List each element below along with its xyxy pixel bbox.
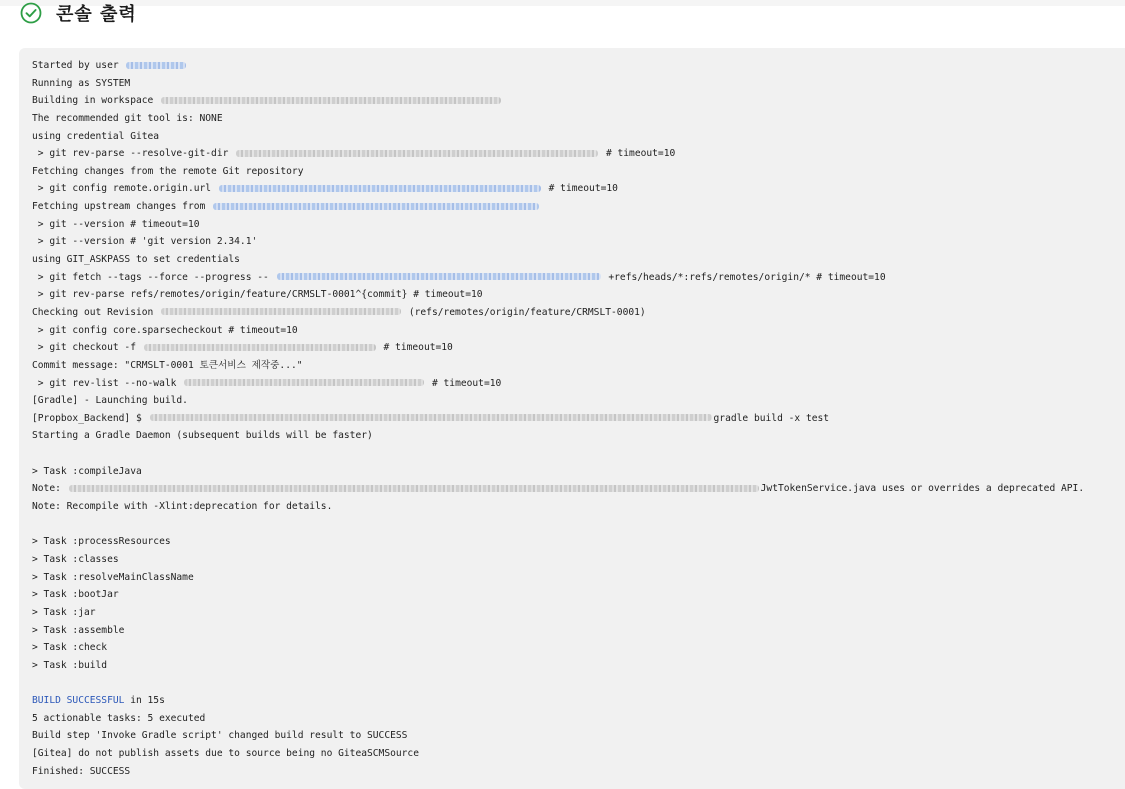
console-text: Fetching changes from the remote Git repository [32, 165, 304, 177]
console-line [32, 657, 1125, 675]
console-line [32, 339, 1125, 357]
console-text: > git rev-list --no-walk [32, 377, 183, 389]
console-line [32, 463, 1125, 481]
console-text: Note: [32, 483, 67, 495]
redacted-value [69, 485, 759, 492]
console-text: JwtTokenService.java uses or overrides a deprecated API. [760, 483, 1085, 495]
console-text: > git rev-parse refs/remotes/origin/feature/CRMSLT-0001^{commit} # timeout=10 [32, 289, 483, 301]
check-circle-icon [20, 2, 42, 24]
console-line [32, 75, 1125, 93]
console-text: [Gradle] - Launching build. [32, 395, 188, 407]
console-text: [Gitea] do not publish assets due to source being no GiteaSCMSource [32, 747, 419, 759]
redacted-value [161, 308, 401, 315]
console-text: The recommended git tool is: NONE [32, 112, 223, 124]
console-line [32, 569, 1125, 587]
page-header [20, 0, 137, 26]
console-line [32, 533, 1125, 551]
console-text: gradle build -x test [713, 412, 830, 424]
console-line [32, 763, 1125, 781]
console-text: > Task :resolveMainClassName [32, 571, 194, 583]
console-line [32, 92, 1125, 110]
console-text: > Task :compileJava [32, 465, 142, 477]
console-line [32, 216, 1125, 234]
redacted-value [219, 185, 541, 192]
console-line [32, 251, 1125, 269]
console-text: 5 actionable tasks: 5 executed [32, 712, 206, 724]
console-text: > git --version # timeout=10 [32, 218, 200, 230]
redacted-value [184, 379, 424, 386]
console-line [32, 727, 1125, 745]
console-text: Checking out Revision [32, 306, 160, 318]
console-text: > Task :assemble [32, 624, 125, 636]
console-line [32, 445, 1125, 463]
console-line [32, 586, 1125, 604]
console-line [32, 604, 1125, 622]
redacted-value [150, 414, 712, 421]
console-line [32, 427, 1125, 445]
console-line [32, 304, 1125, 322]
redacted-value [144, 344, 376, 351]
console-text: > git --version # 'git version 2.34.1' [32, 236, 258, 248]
console-text: Note: Recompile with -Xlint:deprecation for details. [32, 501, 333, 513]
console-text: Finished: SUCCESS [32, 765, 131, 777]
redacted-value [161, 97, 501, 104]
console-line [32, 198, 1125, 216]
redacted-value [277, 273, 601, 280]
console-text: using GIT_ASKPASS to set credentials [32, 254, 240, 266]
console-text: > Task :processResources [32, 536, 171, 548]
console-text: > git config core.sparsecheckout # timeout=10 [32, 324, 298, 336]
console-text: > git rev-parse --resolve-git-dir [32, 148, 235, 160]
console-line [32, 410, 1125, 428]
console-text: Starting a Gradle Daemon (subsequent builds will be faster) [32, 430, 373, 442]
console-text: Fetching upstream changes from [32, 201, 212, 213]
console-line [32, 286, 1125, 304]
console-text: Commit message: "CRMSLT-0001 토큰서비스 제작중..." [32, 359, 303, 371]
console-text: > Task :jar [32, 606, 96, 618]
console-line [32, 233, 1125, 251]
top-bar [0, 0, 1125, 6]
page-title: 콘솔 출력 [56, 4, 137, 25]
console-text: in 15s [124, 695, 165, 707]
console-line [32, 674, 1125, 692]
console-text: BUILD SUCCESSFUL [32, 695, 125, 707]
console-text: (refs/remotes/origin/feature/CRMSLT-0001) [403, 306, 646, 318]
console-text: # timeout=10 [426, 377, 502, 389]
console-text: Build step 'Invoke Gradle script' changed build result to SUCCESS [32, 730, 408, 742]
redacted-value [126, 62, 186, 69]
console-line [32, 322, 1125, 340]
console-line [32, 57, 1125, 75]
console-text: # timeout=10 [600, 148, 676, 160]
console-line [32, 392, 1125, 410]
console-text: > Task :classes [32, 553, 119, 565]
console-line [32, 128, 1125, 146]
console-text: Building in workspace [32, 95, 160, 107]
console-text: > git fetch --tags --force --progress -- [32, 271, 275, 283]
console-line [32, 710, 1125, 728]
console-text: # timeout=10 [377, 342, 453, 354]
console-text: using credential Gitea [32, 130, 160, 142]
console-line [32, 745, 1125, 763]
console-line [32, 145, 1125, 163]
console-line [32, 357, 1125, 375]
console-text: > git config remote.origin.url [32, 183, 217, 195]
console-line [32, 480, 1125, 498]
console-line [32, 622, 1125, 640]
console-text: > Task :check [32, 642, 108, 654]
console-line [32, 692, 1125, 710]
console-text: > Task :build [32, 659, 108, 671]
console-line [32, 375, 1125, 393]
console-line [32, 639, 1125, 657]
redacted-value [213, 203, 539, 210]
redacted-value [236, 150, 598, 157]
console-line [32, 498, 1125, 516]
console-output [19, 48, 1125, 789]
console-text: > Task :bootJar [32, 589, 119, 601]
console-text: Running as SYSTEM [32, 77, 131, 89]
console-text: # timeout=10 [542, 183, 618, 195]
console-line [32, 551, 1125, 569]
console-line [32, 269, 1125, 287]
console-line [32, 110, 1125, 128]
console-text: [Propbox_Backend] $ [32, 412, 148, 424]
console-line [32, 163, 1125, 181]
console-text: > git checkout -f [32, 342, 142, 354]
console-text: +refs/heads/*:refs/remotes/origin/* # timeout=10 [602, 271, 886, 283]
console-text: Started by user [32, 60, 125, 71]
console-line [32, 516, 1125, 534]
console-line [32, 180, 1125, 198]
